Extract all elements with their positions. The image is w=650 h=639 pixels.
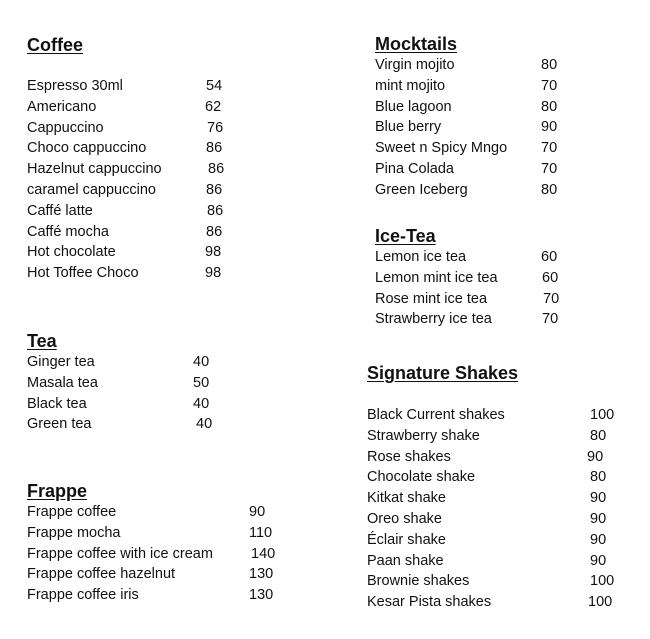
item-name: Frappe coffee (27, 504, 117, 520)
item-name: Black Current shakes (367, 407, 505, 423)
menu-item (27, 564, 274, 585)
menu-item (27, 373, 210, 394)
menu-item (375, 309, 559, 330)
item-price: 86 (206, 181, 223, 198)
item-price: 54 (206, 78, 223, 94)
item-name: Cappuccino (27, 119, 104, 136)
item-name: Black tea (27, 395, 87, 412)
item-name: Frappe coffee iris (27, 587, 139, 604)
menu-item (27, 242, 222, 263)
item-price: 130 (249, 587, 274, 604)
item-price: 98 (205, 244, 222, 261)
item-name: Frappe mocha (27, 524, 121, 541)
item-name: Green tea (27, 416, 92, 433)
menu-item (27, 585, 274, 606)
menu-item (27, 502, 266, 523)
menu-item (27, 97, 222, 118)
menu-item (375, 117, 558, 138)
item-name: Frappe coffee with ice cream (27, 545, 213, 562)
menu-item (367, 426, 607, 447)
item-price: 100 (590, 407, 615, 423)
menu-item (367, 551, 607, 572)
item-price: 70 (541, 140, 558, 157)
menu-item (367, 447, 604, 468)
item-name: Green Iceberg (375, 181, 468, 198)
item-name: Hot chocolate (27, 244, 116, 261)
menu-item (27, 544, 276, 565)
item-name: Virgin mojito (375, 57, 455, 73)
item-price: 40 (193, 395, 210, 412)
item-name: Oreo shake (367, 510, 442, 527)
menu-item (375, 289, 560, 310)
menu-item (367, 488, 607, 509)
section-signature-shakes (367, 362, 615, 613)
item-name: Kitkat shake (367, 490, 446, 507)
item-list (27, 352, 213, 435)
section-mocktails (375, 33, 558, 201)
item-name: Éclair shake (367, 531, 446, 548)
item-name: Brownie shakes (367, 573, 470, 590)
item-name: Lemon ice tea (375, 249, 467, 265)
item-name: Chocolate shake (367, 469, 476, 486)
item-price: 70 (541, 160, 558, 177)
menu-item (375, 159, 558, 180)
item-price: 86 (206, 223, 223, 240)
menu-item (27, 180, 223, 201)
menu-item (375, 55, 558, 76)
menu-item (27, 263, 222, 284)
menu-item (27, 159, 225, 180)
item-list (367, 405, 615, 613)
menu-item (375, 138, 558, 159)
item-price: 80 (541, 98, 558, 115)
item-name: Paan shake (367, 552, 444, 569)
item-price: 76 (207, 119, 224, 136)
item-price: 90 (590, 531, 607, 548)
item-name: Blue berry (375, 119, 442, 136)
menu-item (367, 405, 615, 426)
item-price: 62 (205, 98, 222, 115)
item-price: 80 (590, 469, 607, 486)
item-price: 80 (590, 427, 607, 444)
item-name: Kesar Pista shakes (367, 594, 492, 611)
item-name: Espresso 30ml (27, 78, 123, 94)
menu-item (375, 247, 558, 268)
item-price: 40 (196, 416, 213, 433)
menu-item (367, 571, 615, 592)
menu-item (27, 76, 223, 97)
section-title: Tea (27, 331, 57, 351)
item-price: 100 (588, 594, 613, 611)
item-name: Ginger tea (27, 354, 95, 370)
item-name: Choco cappuccino (27, 140, 147, 157)
section-ice-tea (375, 225, 560, 330)
menu-item (367, 592, 613, 613)
item-price: 90 (590, 552, 607, 569)
item-price: 90 (541, 119, 558, 136)
item-price: 70 (541, 77, 558, 94)
section-title: Signature Shakes (367, 363, 519, 383)
item-price: 80 (541, 57, 558, 73)
section-tea (27, 330, 213, 435)
item-price: 86 (208, 161, 225, 178)
item-list (27, 502, 276, 606)
item-name: Strawberry ice tea (375, 311, 492, 328)
section-frappe (27, 480, 276, 606)
item-name: Hazelnut cappuccino (27, 161, 162, 178)
item-name: Pina Colada (375, 160, 454, 177)
menu-item (367, 509, 607, 530)
item-price: 40 (193, 354, 210, 370)
item-list (375, 247, 560, 330)
menu-item (27, 352, 210, 373)
section-title: Mocktails (375, 34, 458, 54)
item-name: Rose mint ice tea (375, 290, 488, 307)
item-price: 90 (590, 510, 607, 527)
menu-item (27, 523, 273, 544)
item-name: Hot Toffee Choco (27, 265, 139, 282)
item-price: 90 (249, 504, 266, 520)
item-price: 90 (590, 490, 607, 507)
item-name: Strawberry shake (367, 427, 480, 444)
item-name: Sweet n Spicy Mngo (375, 140, 508, 157)
section-title: Coffee (27, 35, 84, 55)
item-name: mint mojito (375, 77, 446, 94)
menu-item (27, 201, 224, 222)
item-name: Blue lagoon (375, 98, 452, 115)
item-name: Lemon mint ice tea (375, 269, 498, 286)
section-coffee (27, 34, 225, 284)
menu-item (27, 394, 210, 415)
menu-item (375, 268, 559, 289)
item-list (375, 55, 558, 201)
item-price: 50 (193, 374, 210, 391)
item-name: Masala tea (27, 374, 98, 391)
item-name: Frappe coffee hazelnut (27, 566, 176, 583)
item-price: 86 (206, 140, 223, 157)
item-price: 60 (541, 249, 558, 265)
menu-item (27, 138, 223, 159)
menu-item (27, 118, 224, 139)
menu-item (27, 414, 213, 435)
menu-item (375, 97, 558, 118)
menu-item (375, 76, 558, 97)
item-list (27, 76, 225, 284)
item-price: 60 (542, 269, 559, 286)
item-price: 100 (590, 573, 615, 590)
section-title: Frappe (27, 481, 88, 501)
item-price: 140 (251, 545, 276, 562)
item-price: 110 (249, 524, 273, 541)
item-name: Caffé latte (27, 202, 93, 219)
item-price: 80 (541, 181, 558, 198)
item-name: Rose shakes (367, 448, 451, 465)
item-price: 70 (542, 311, 559, 328)
menu-item (367, 530, 607, 551)
menu-item (27, 222, 223, 243)
item-name: Caffé mocha (27, 223, 109, 240)
menu-item (375, 180, 558, 201)
item-price: 90 (587, 448, 604, 465)
item-price: 98 (205, 265, 222, 282)
item-price: 70 (543, 290, 560, 307)
item-price: 86 (207, 202, 224, 219)
menu-item (367, 467, 607, 488)
item-price: 130 (249, 566, 274, 583)
item-name: Americano (27, 98, 97, 115)
section-title: Ice-Tea (375, 226, 436, 246)
item-name: caramel cappuccino (27, 181, 156, 198)
